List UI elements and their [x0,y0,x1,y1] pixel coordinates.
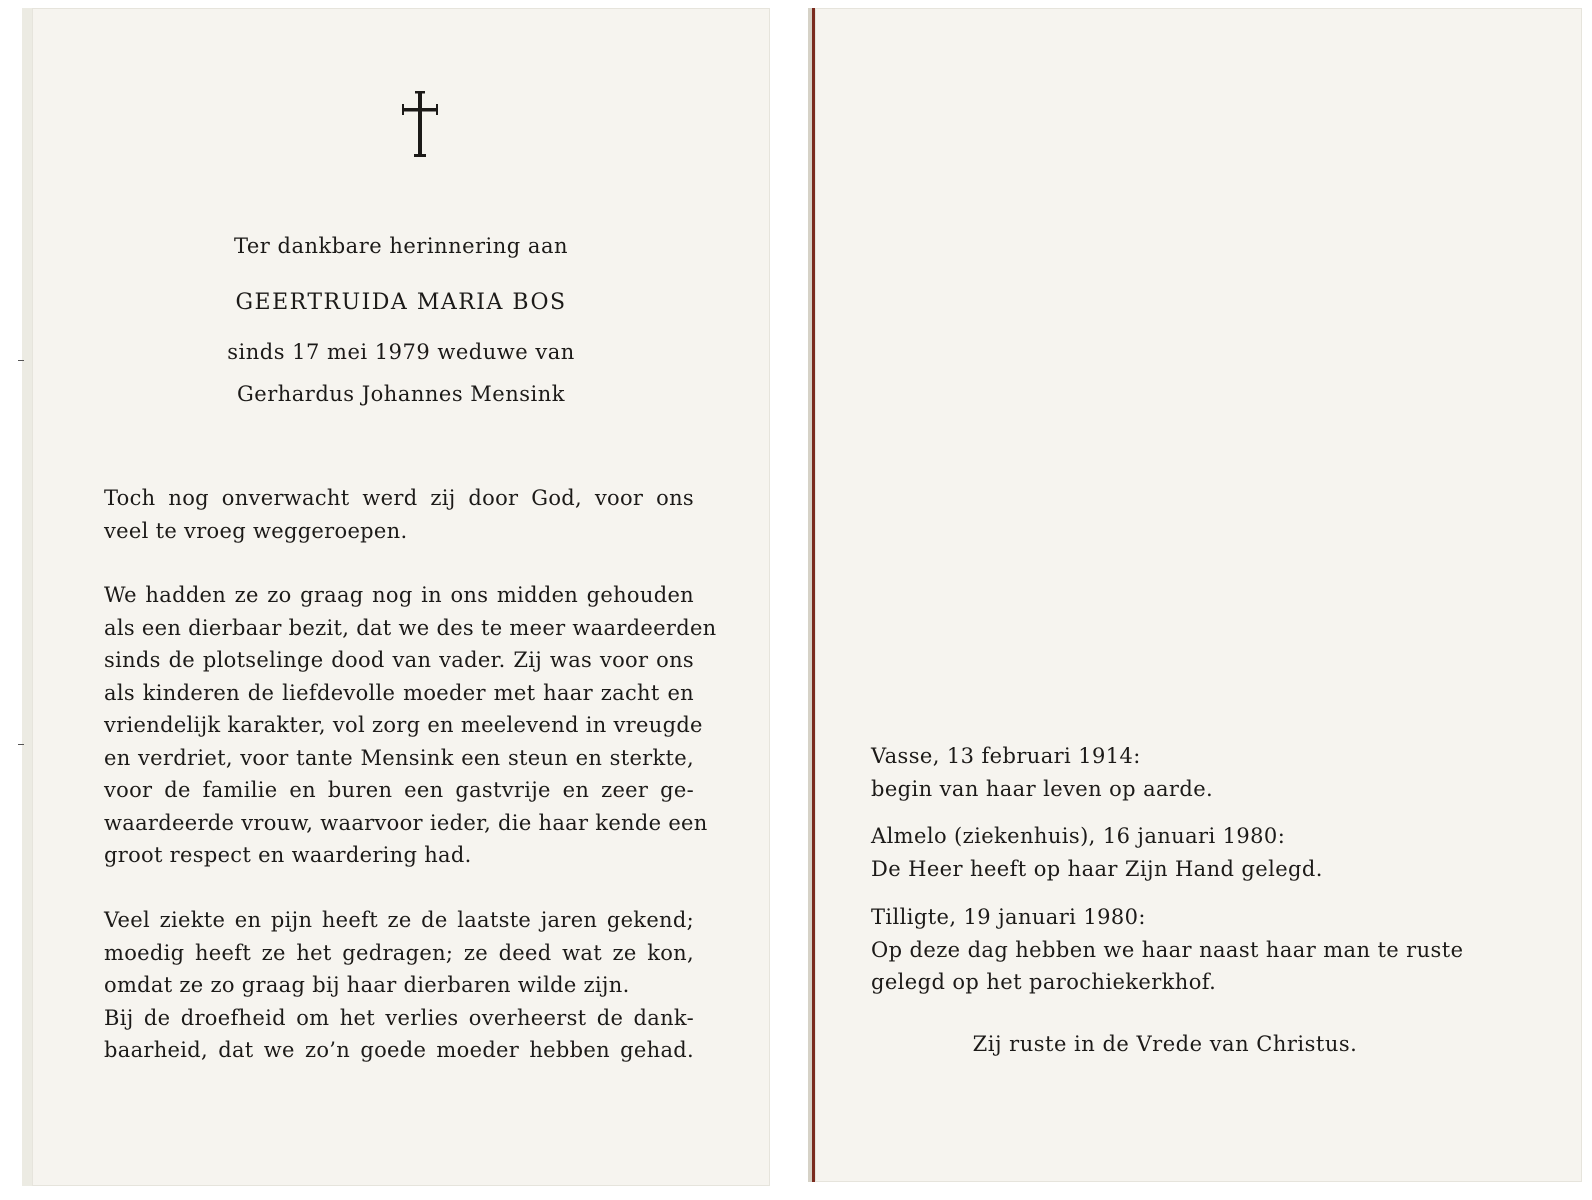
memorial-card-back [812,8,1582,1182]
memorial-card-front [22,8,770,1186]
event-heading: Almelo (ziekenhuis), 16 januari 1980: [871,824,1286,848]
widow-line: sinds 17 mei 1979 weduwe van [227,340,575,364]
event-line: Op deze dag hebben we haar naast haar man te ruste [871,937,1464,962]
husband-name: Gerhardus Johannes Mensink [237,382,565,406]
paragraph-line: vriendelijk karakter, vol zorg en meelevend in vreugde [104,713,703,737]
paragraph-line: als een dierbaar bezit, dat we des te meer waardeerden [104,615,717,640]
paragraph-line: omdat ze zo graag bij haar dierbaren wilde zijn. [104,973,630,997]
paragraph-line: Veel ziekte en pijn heeft ze de laatste jaren gekend; [104,908,694,932]
paragraph-line: waardeerde vrouw, waarvoor ieder, die haar kende een [104,810,708,835]
event-birth [871,740,1471,805]
scan-mark [18,360,24,361]
event-line: begin van haar leven op aarde. [871,776,1214,801]
intro-text: Ter dankbare herinnering aan [234,234,568,258]
paragraph-line: voor de familie en buren een gastvrije en zeer ge- [104,778,694,802]
paragraph-line: baarheid, dat we zo’n goede moeder hebben gehad. [104,1038,694,1062]
paragraph-line: als kinderen de liefdevolle moeder met haar zacht en [104,680,694,705]
paragraph-3 [104,904,694,1067]
event-line: De Heer heeft op haar Zijn Hand gelegd. [871,856,1323,881]
event-heading: Vasse, 13 februari 1914: [871,744,1141,768]
paragraph-line: groot respect en waardering had. [104,843,472,867]
paragraph-line: Bij de droefheid om het verlies overheerst de dank- [104,1005,694,1030]
paragraph-2 [104,579,717,872]
deceased-name: GEERTRUIDA MARIA BOS [235,290,567,315]
paragraph-line: sinds de plotselinge dood van vader. Zij was voor ons [104,648,694,672]
event-burial [871,901,1471,999]
paragraph-line: Toch nog onverwacht werd zij door God, voor ons [104,486,694,510]
paragraph-line: moedig heeft ze het gedragen; ze deed wat ze kon, [104,940,694,965]
closing-blessing: Zij ruste in de Vrede van Christus. [972,1032,1358,1056]
paragraph-line: We hadden ze zo graag nog in ons midden gehouden [104,583,694,607]
paragraph-1 [104,482,694,547]
event-heading: Tilligte, 19 januari 1980: [871,905,1146,929]
cross-icon [400,90,440,160]
paragraph-line: veel te vroeg weggeroepen. [104,518,408,543]
paragraph-line: en verdriet, voor tante Mensink een steun en sterkte, [104,745,694,770]
event-line: gelegd op het parochiekerkhof. [871,970,1217,994]
event-death [871,820,1471,885]
scan-mark [18,744,24,745]
